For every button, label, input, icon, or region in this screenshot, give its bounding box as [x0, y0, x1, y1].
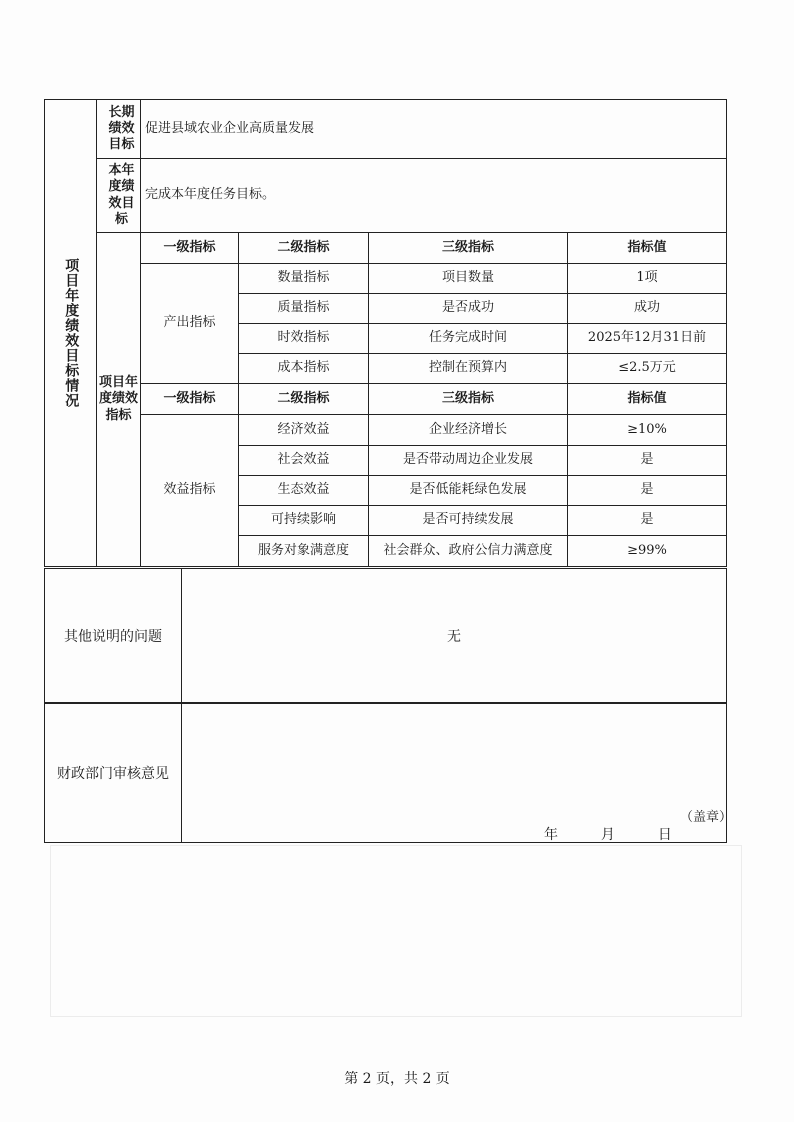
header-value: 指标值	[568, 233, 727, 264]
benefit-row-level3: 是否可持续发展	[369, 506, 568, 536]
seal-text: （盖章）	[679, 810, 732, 825]
header-level2: 二级指标	[239, 233, 369, 264]
benefit-row-level3: 社会群众、政府公信力满意度	[369, 536, 568, 567]
page-footer: 第 2 页，共 2 页	[344, 1071, 450, 1087]
benefit-row-level2: 可持续影响	[239, 506, 369, 536]
finance-review-label: 财政部门审核意见	[45, 703, 182, 843]
output-row-value: 成功	[568, 294, 727, 324]
review-date	[544, 824, 672, 844]
other-issues-label: 其他说明的问题	[45, 569, 182, 704]
output-row-level3: 任务完成时间	[369, 324, 568, 354]
benefit-level1: 效益指标	[141, 415, 239, 567]
output-row-value: 1项	[568, 264, 727, 294]
header-value-repeat: 指标值	[568, 384, 727, 415]
date-year: 年	[544, 827, 558, 843]
benefit-row-level3: 是否带动周边企业发展	[369, 446, 568, 476]
output-row-level2: 时效指标	[239, 324, 369, 354]
output-row-level2: 质量指标	[239, 294, 369, 324]
benefit-row-value: 是	[568, 476, 727, 506]
output-row-level2: 成本指标	[239, 354, 369, 384]
bleed-through-shadow	[50, 845, 742, 1017]
indicator-label: 项目年度绩效指标	[98, 375, 138, 423]
header-level3-repeat: 三级指标	[369, 384, 568, 415]
benefit-row-level2: 社会效益	[239, 446, 369, 476]
header-level3: 三级指标	[369, 233, 568, 264]
benefit-row-level3: 是否低能耗绿色发展	[369, 476, 568, 506]
output-row-value: 2025年12月31日前	[568, 324, 727, 354]
long-term-label: 长期 绩效 目标	[97, 100, 141, 159]
benefit-row-value: ≥99%	[568, 536, 727, 567]
output-row-level3: 是否成功	[369, 294, 568, 324]
benefit-row-level2: 生态效益	[239, 476, 369, 506]
output-level1: 产出指标	[141, 264, 239, 384]
annual-goal-value: 完成本年度任务目标。	[141, 159, 727, 233]
benefit-row-level2: 服务对象满意度	[239, 536, 369, 567]
finance-review-opinion	[182, 703, 727, 843]
header-level2-repeat: 二级指标	[239, 384, 369, 415]
annual-goal-label: 本年 度绩 效目 标	[97, 159, 141, 233]
benefit-row-value: ≥10%	[568, 415, 727, 446]
output-row-level3: 项目数量	[369, 264, 568, 294]
benefit-row-level2: 经济效益	[239, 415, 369, 446]
header-level1: 一级指标	[141, 233, 239, 264]
finance-review-table	[44, 702, 727, 843]
section-label: 项目年度绩效目标情况	[63, 258, 80, 408]
section-label-cell	[45, 100, 97, 567]
date-month: 月	[600, 827, 615, 843]
date-day: 日	[657, 827, 672, 843]
indicator-label-cell	[97, 233, 141, 567]
output-row-level3: 控制在预算内	[369, 354, 568, 384]
long-term-value: 促进县域农业企业高质量发展	[141, 100, 727, 159]
header-level1-repeat: 一级指标	[141, 384, 239, 415]
performance-table	[44, 99, 727, 567]
other-issues-value: 无	[182, 569, 727, 704]
benefit-row-level3: 企业经济增长	[369, 415, 568, 446]
output-row-level2: 数量指标	[239, 264, 369, 294]
output-row-value: ≤2.5万元	[568, 354, 727, 384]
other-issues-table	[44, 568, 727, 704]
benefit-row-value: 是	[568, 506, 727, 536]
benefit-row-value: 是	[568, 446, 727, 476]
